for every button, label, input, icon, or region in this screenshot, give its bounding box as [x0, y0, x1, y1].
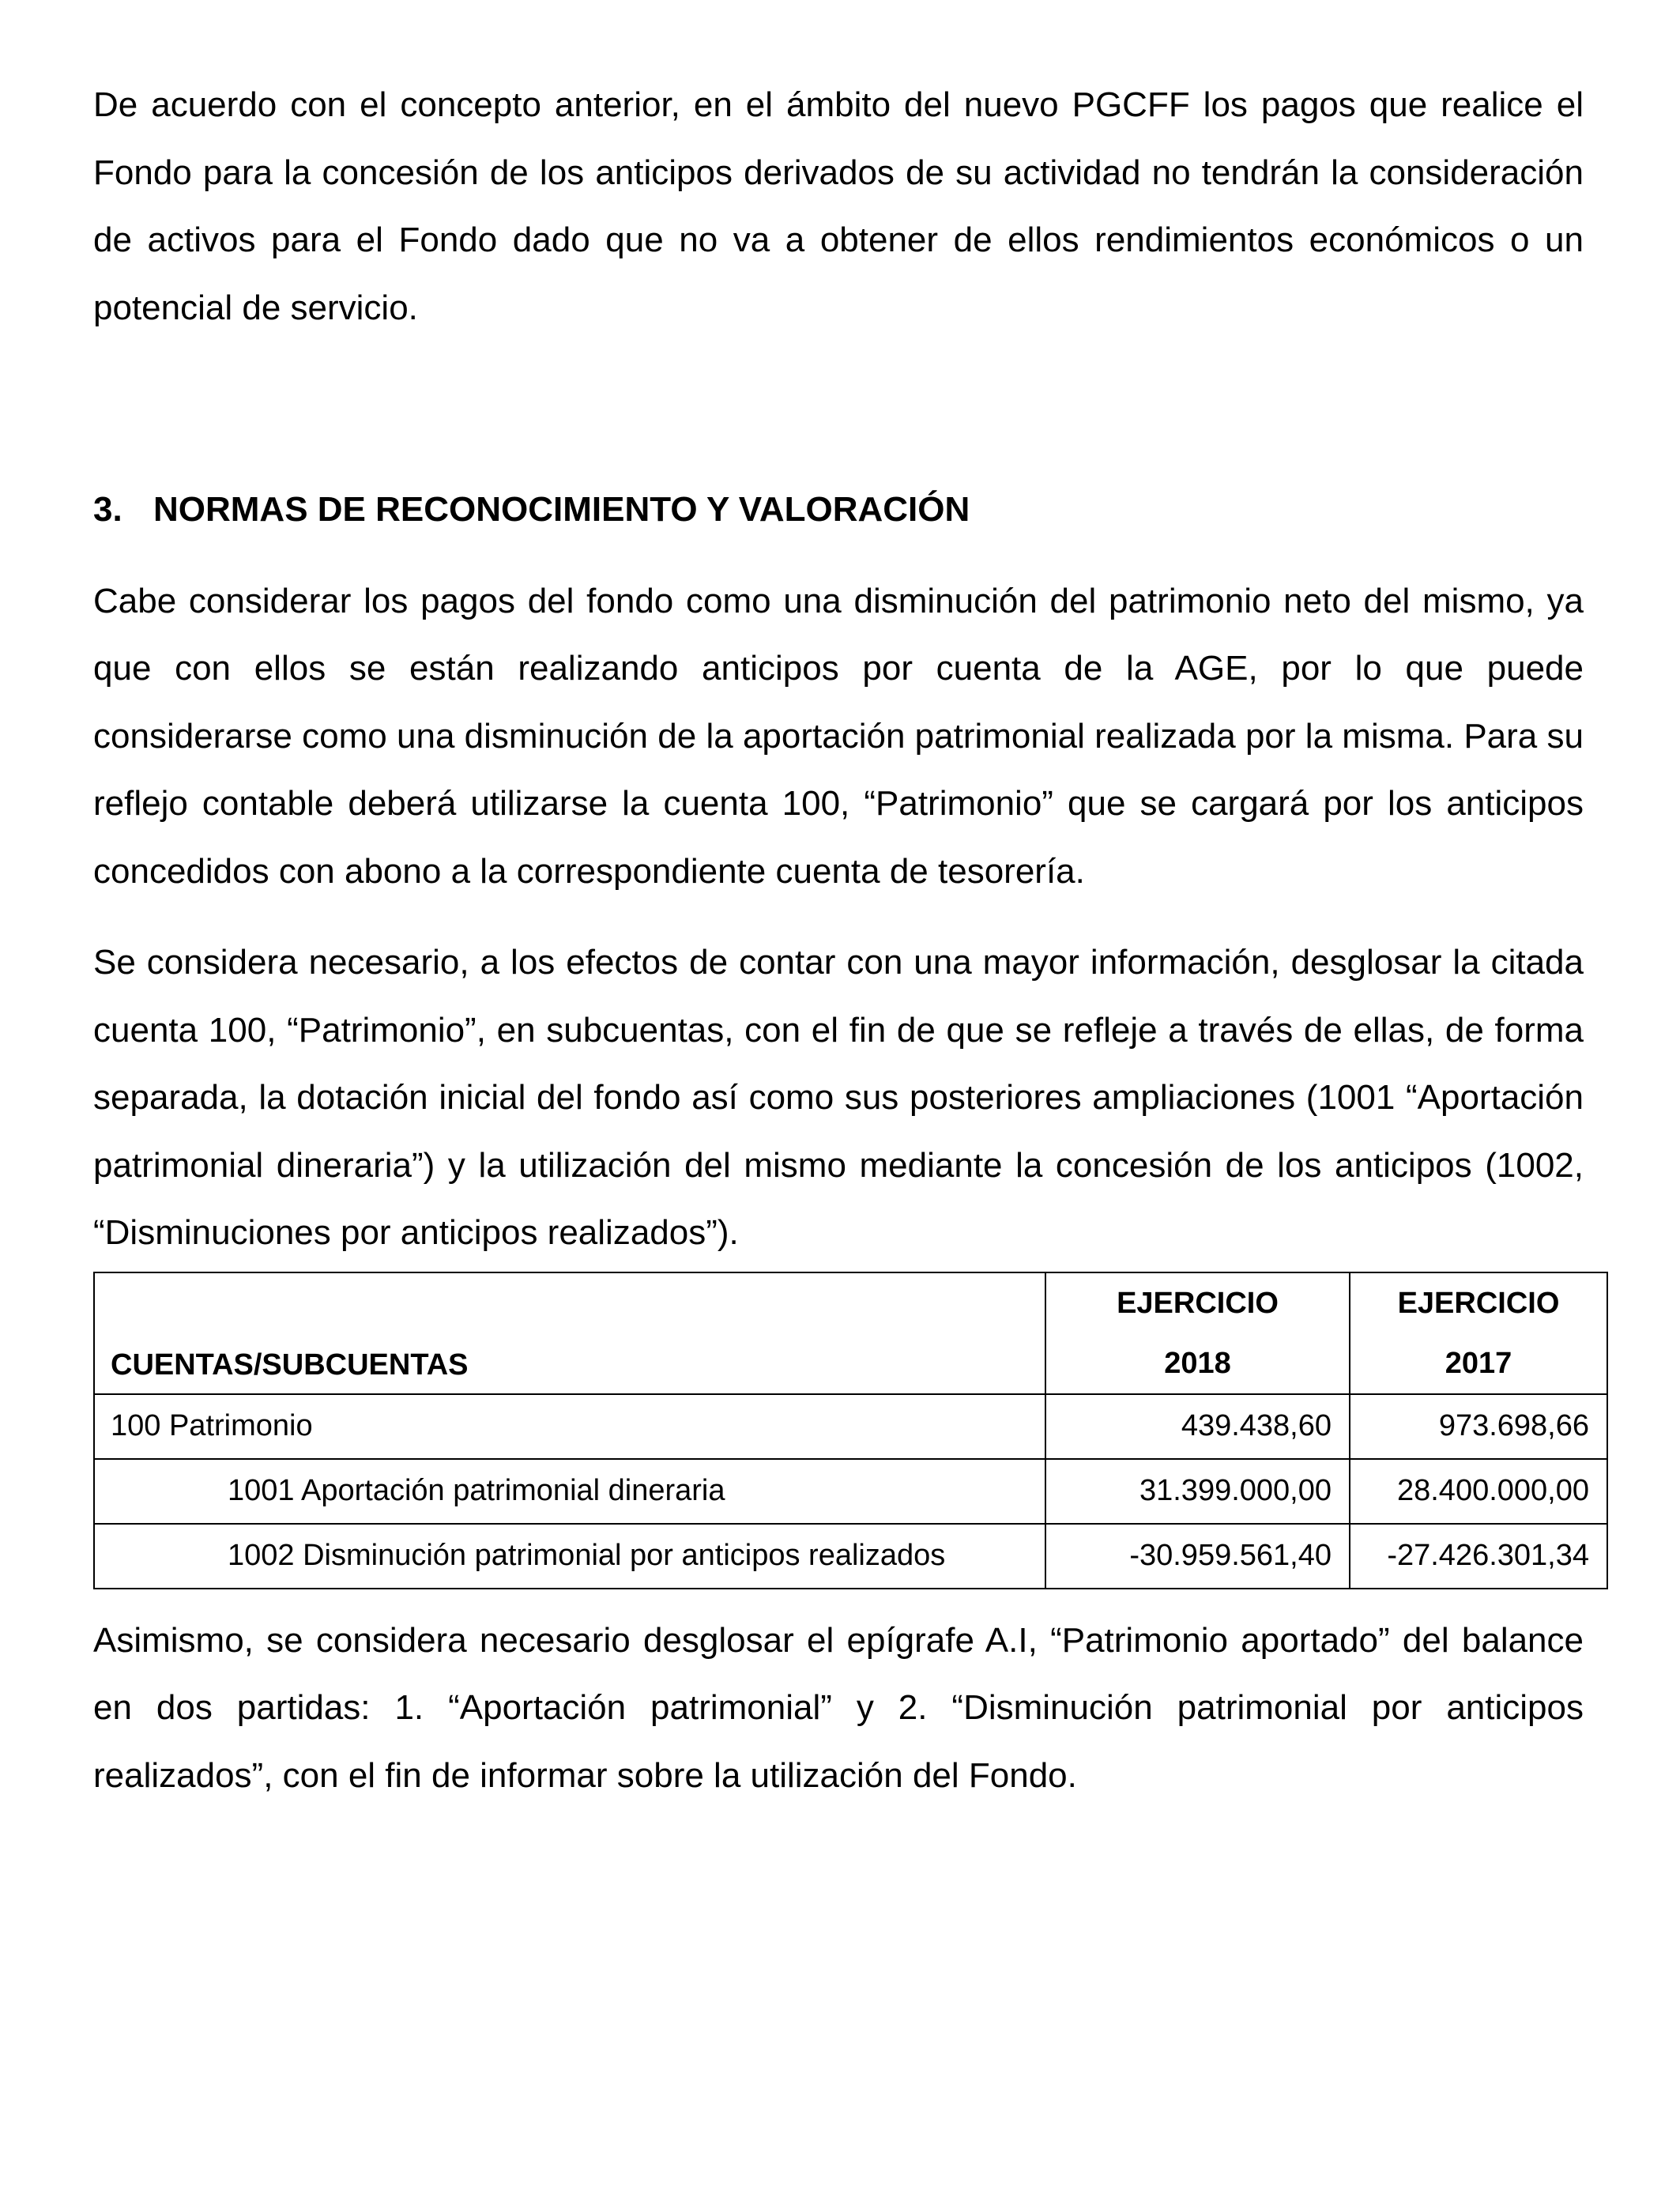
table-row	[94, 1459, 1607, 1524]
row-label: 1002 Disminución patrimonial por anticipos realizados	[94, 1524, 1045, 1589]
row-value-2017: -27.426.301,34	[1350, 1524, 1607, 1589]
intro-paragraph: De acuerdo con el concepto anterior, en el ámbito del nuevo PGCFF los pagos que realice el Fondo para la concesión de los anticipos derivados de su actividad no tendrán la consideración de activos para el Fondo dado que no va a obtener de ellos rendimientos económicos o un potencial de servicio.	[93, 85, 1584, 327]
section-title: NORMAS DE RECONOCIMIENTO Y VALORACIÓN	[153, 490, 970, 529]
section-paragraph-1: Cabe considerar los pagos del fondo como una disminución del patrimonio neto del mismo, ya que con ellos se están realizando anticipos por cuenta de la AGE, por lo que puede considerarse como una disminución de la aportación patrimonial realizada por la misma. Para su reflejo contable deberá utilizarse la cuenta 100, “Patrimonio” que se cargará por los anticipos concedidos con abono a la correspondiente cuenta de tesorería.	[93, 581, 1584, 891]
section-heading	[93, 476, 1584, 544]
row-label: 1001 Aportación patrimonial dineraria	[94, 1459, 1045, 1524]
document-page	[93, 71, 1589, 1809]
row-value-2018: 439.438,60	[1045, 1394, 1350, 1459]
row-label: 100 Patrimonio	[94, 1394, 1045, 1459]
table-row	[94, 1524, 1607, 1589]
section-paragraph-3: Asimismo, se considera necesario desglosar el epígrafe A.I, “Patrimonio aportado” del balance en dos partidas: 1. “Aportación patrimonial” y 2. “Disminución patrimonial por anticipos realizados”, con el fin de informar sobre la utilización del Fondo.	[93, 1620, 1584, 1795]
row-value-2017: 973.698,66	[1350, 1394, 1607, 1459]
section-number: 3.	[93, 490, 122, 529]
row-value-2017: 28.400.000,00	[1350, 1459, 1607, 1524]
header-accounts: CUENTAS/SUBCUENTAS	[94, 1272, 1045, 1394]
spacer	[93, 341, 1584, 476]
row-value-2018: -30.959.561,40	[1045, 1524, 1350, 1589]
section-paragraph-2: Se considera necesario, a los efectos de contar con una mayor información, desglosar la citada cuenta 100, “Patrimonio”, en subcuentas, con el fin de que se refleje a través de ellas, de forma separada, la dotación inicial del fondo así como sus posteriores ampliaciones (1001 “Aportación patrimonial dineraria”) y la utilización del mismo mediante la concesión de los anticipos (1002, “Disminuciones por anticipos realizados”).	[93, 943, 1584, 1252]
row-value-2018: 31.399.000,00	[1045, 1459, 1350, 1524]
header-year-2018-line2: 2018	[1164, 1346, 1231, 1380]
accounts-table	[93, 1272, 1608, 1589]
header-year-2017-line2: 2017	[1445, 1346, 1512, 1380]
header-year-2018-line1: EJERCICIO	[1117, 1286, 1279, 1320]
header-year-2018	[1045, 1272, 1350, 1394]
table-row	[94, 1394, 1607, 1459]
header-year-2017	[1350, 1272, 1607, 1394]
table-header-row	[94, 1272, 1607, 1394]
header-year-2017-line1: EJERCICIO	[1397, 1286, 1560, 1320]
